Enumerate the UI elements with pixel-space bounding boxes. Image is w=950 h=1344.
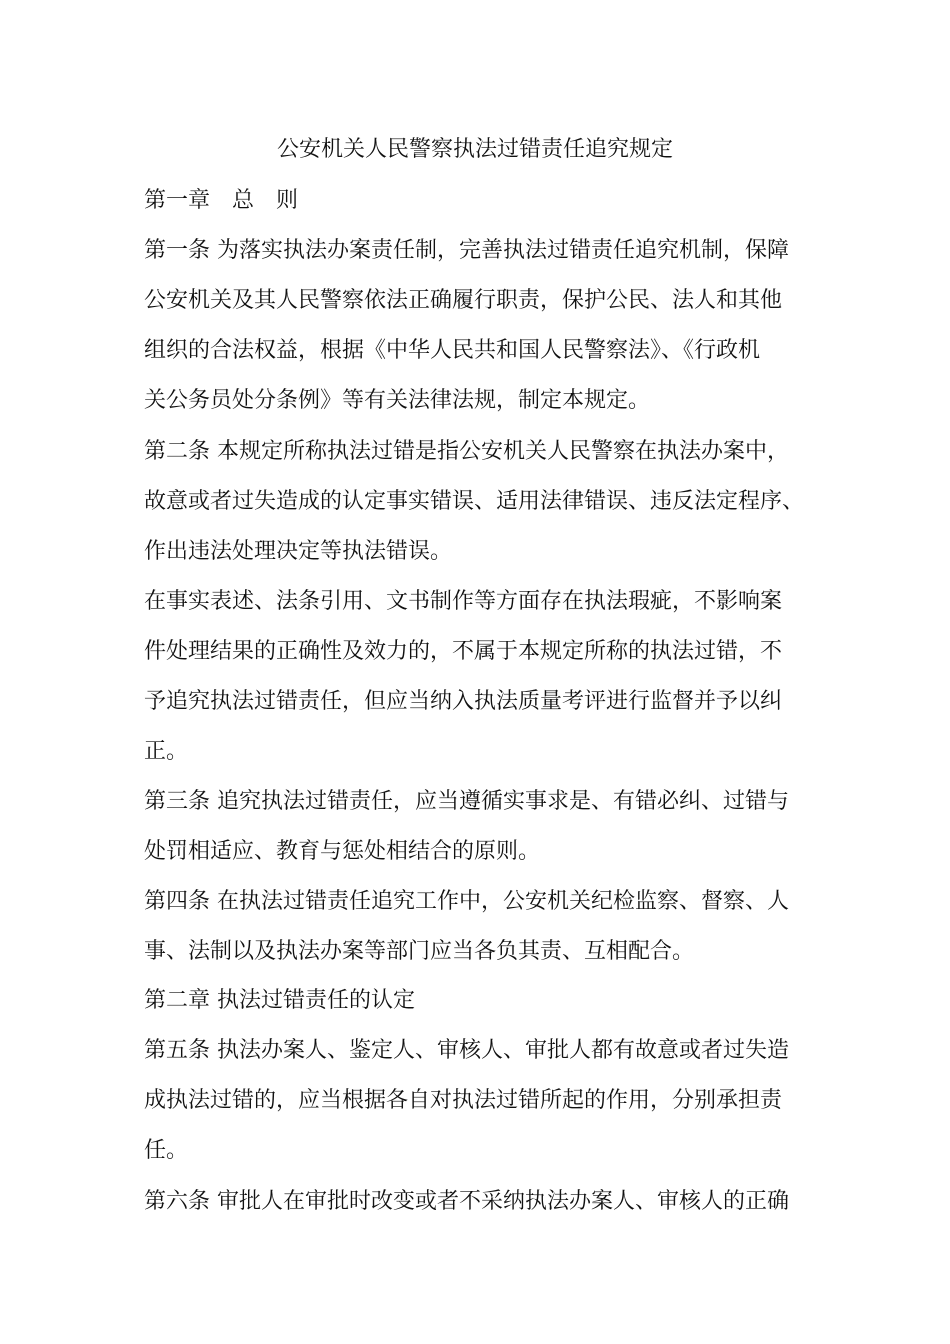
- text-line: 组织的合法权益，根据《中华人民共和国人民警察法》、《行政机: [144, 338, 761, 363]
- text-line: 第一条 为落实执法办案责任制，完善执法过错责任追究机制，保障: [144, 238, 789, 263]
- text-line: 任。: [144, 1138, 189, 1163]
- text-line: 第六条 审批人在审批时改变或者不采纳执法办案人、审核人的正确: [144, 1189, 789, 1214]
- text-line: 第四条 在执法过错责任追究工作中，公安机关纪检监察、督察、人: [144, 889, 789, 914]
- text-line: 第二条 本规定所称执法过错是指公安机关人民警察在执法办案中，: [144, 439, 789, 464]
- text-line: 故意或者过失造成的认定事实错误、适用法律错误、违反法定程序、: [144, 489, 805, 514]
- text-line: 关公务员处分条例》等有关法律法规，制定本规定。: [144, 388, 651, 413]
- text-line: 正。: [144, 739, 189, 764]
- chapter-heading: 第一章 总 则: [144, 188, 299, 213]
- chapter-heading: 第二章 执法过错责任的认定: [144, 988, 415, 1013]
- text-line: 公安机关及其人民警察依法正确履行职责，保护公民、法人和其他: [144, 288, 783, 313]
- text-line: 予追究执法过错责任，但应当纳入执法质量考评进行监督并予以纠: [144, 689, 783, 714]
- text-line: 成执法过错的，应当根据各自对执法过错所起的作用，分别承担责: [144, 1088, 783, 1113]
- text-line: 处罚相适应、教育与惩处相结合的原则。: [144, 839, 541, 864]
- text-line: 事、法制以及执法办案等部门应当各负其责、互相配合。: [144, 939, 695, 964]
- text-line: 在事实表述、法条引用、文书制作等方面存在执法瑕疵，不影响案: [144, 589, 783, 614]
- document-title: 公安机关人民警察执法过错责任追究规定: [276, 137, 673, 162]
- text-line: 第五条 执法办案人、鉴定人、审核人、审批人都有故意或者过失造: [144, 1038, 789, 1063]
- text-line: 件处理结果的正确性及效力的，不属于本规定所称的执法过错，不: [144, 639, 783, 664]
- text-line: 第三条 追究执法过错责任，应当遵循实事求是、有错必纠、过错与: [144, 789, 789, 814]
- text-line: 作出违法处理决定等执法错误。: [144, 539, 453, 564]
